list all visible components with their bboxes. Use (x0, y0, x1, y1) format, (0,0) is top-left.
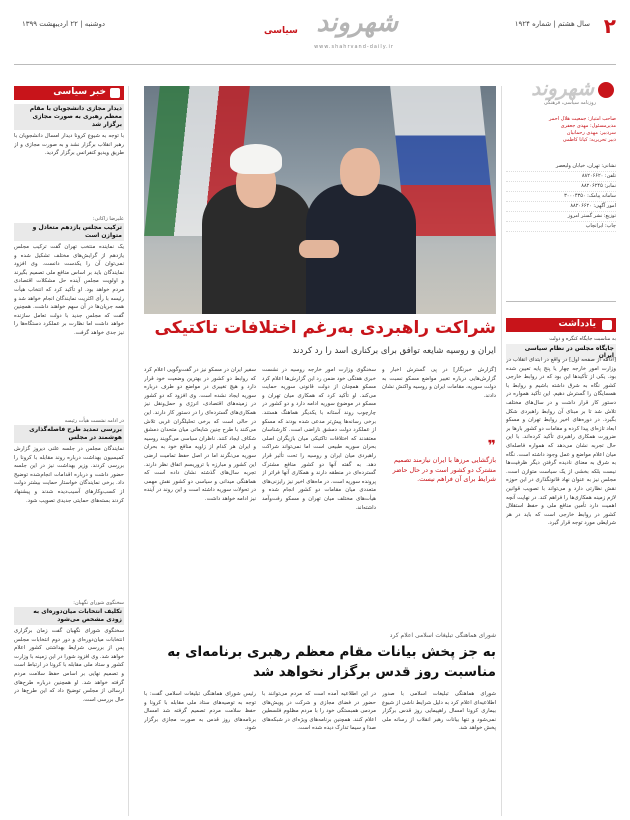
column-divider (501, 86, 502, 816)
note-icon (602, 320, 612, 330)
page-number: ۲ (603, 14, 616, 38)
masthead-logo (506, 74, 616, 110)
news-body: نمایندگان مجلس در جلسه علنی دیروز گزارش کمیسیون بهداشت درباره روند مقابله با کرونا را بررسی کردند. وزیر بهداشت نیز در این جلسه حضور داشت و درباره اقدامات انجام‌شده توضیح داد. برخی نمایندگان خواستار حمایت بیشتر دولت از کسب‌وکارهای آسیب‌دیده شدند و پیشنهاد کردند بسته‌های حمایتی جدیدی تصویب شود. (14, 446, 124, 504)
newspaper-logo (248, 8, 398, 52)
masthead-tagline: روزنامه سیاسی، فرهنگی (543, 100, 596, 106)
yaddasht-header (506, 318, 616, 332)
contact-line: سامانه پیامک: ۳۰۰۰۴۳۵۰ (506, 192, 616, 202)
yaddasht-body: [ادامه از صفحه اول] در واقع در ابتدای انقلاب در وزارت امور خارجه چهار یا پنج پایه تعیین شده بود. یکی از تأکیدها این بود که در روابط خارجی کشور نگاه به شرق داشته باشیم و روابط با همسایگان را گسترش دهیم. این تأکید همواره در دستور کار قرار داشت و در سال‌های مختلف تلاش شد تا بر مبنای آن روابط راهبردی شکل بگیرد. در دوره‌های اخیر روابط تهران و مسکو ابعاد تازه‌ای پیدا کرده و مقامات دو کشور بارها بر ضرورت همکاری راهبردی تأکید کرده‌اند. با این حال تجربه نشان می‌دهد که همواره فاصله‌ای میان اعلام مواضع و عمل وجود داشته است. نگاه به شرق به معنای نادیده گرفتن دیگر ظرفیت‌ها نیست بلکه بخشی از یک سیاست متوازن است. مجلس نیز به عنوان نهاد قانونگذاری در این حوزه نقش نظارتی دارد و می‌تواند با تصویب قوانین لازم زمینه همکاری‌ها را فراهم کند. در نهایت آنچه اهمیت دارد تأمین منافع ملی و حفظ استقلال کشور در روابط خارجی است که باید در هر شرایطی مورد توجه قرار گیرد. (506, 357, 616, 527)
article-column: [گزارش خبرنگار] در پی گسترش اخبار و گزارش‌هایی درباره تغییر مواضع مسکو نسبت به دولت سوریه، مقامات ایران و روسیه واکنش نشان دادند. (382, 367, 496, 399)
news-kicker: در ادامه نشست هیأت رئیسه (64, 418, 124, 424)
news-title: ترکیب مجلس یازدهم متعادل و متوازن است (14, 223, 124, 241)
article2-kicker: شورای هماهنگی تبلیغات اسلامی اعلام کرد (389, 632, 496, 639)
person-right (296, 114, 426, 314)
news-body: یک نماینده منتخب تهران گفت ترکیب مجلس یازدهم از گرایش‌های مختلف تشکیل شده و نمی‌توان آن را یکدست دانست. وی افزود نمایندگان باید بر اساس منافع ملی تصمیم بگیرند و اولویت مجلس آینده حل مشکلات اقتصادی مردم خواهد بود. او تأکید کرد که انتخاب هیأت رئیسه با رأی اکثریت نمایندگان انجام خواهد شد و همه جریان‌ها در آن سهم خواهند داشت. همچنین گفت که مجلس جدید با دولت تعامل سازنده خواهد داشت اما نظارت بر عملکرد دستگاه‌ها را نیز جدی خواهد گرفت. (14, 244, 124, 336)
news-item (14, 600, 124, 816)
article2-headline: به جز پخش بیانات مقام معظم رهبری برنامه‌ای به مناسبت روز قدس برگزار نخواهد شد (167, 644, 496, 680)
news-item (14, 418, 124, 596)
article-column: شورای هماهنگی تبلیغات اسلامی با صدور اطلاعیه‌ای اعلام کرد به دلیل شرایط ناشی از شیوع بیماری کرونا امسال راهپیمایی روز قدس برگزار نمی‌شود و تنها بیانات رهبر انقلاب از رسانه ملی پخش خواهد شد. (382, 691, 496, 732)
contact-line: توزیع: نشر گستر امروز (506, 212, 616, 222)
news-body: با توجه به شیوع کرونا دیدار امسال دانشجویان با رهبر انقلاب برگزار نشد و به صورت مجازی و از طریق ویدیو کنفرانس برگزار گردید. (14, 133, 124, 157)
news-item (14, 216, 124, 414)
main-headline: شراکت راهبردی به‌رغم اختلافات تاکتیکی (154, 318, 496, 338)
article-column: سفیر ایران در مسکو نیز در گفت‌وگویی اعلام کرد که روابط دو کشور در بهترین وضعیت خود قرار دارد و هیچ تغییری در مواضع دو طرف درباره سوریه ایجاد نشده است. وی افزود که دو کشور در زمینه‌های اقتصادی، انرژی و حمل‌ونقل نیز همکاری‌های گسترده‌ای را در دستور کار دارند. این در حالی است که برخی تحلیلگران غربی تلاش می‌کنند با طرح چنین شایعاتی میان متحدان دمشق شکاف ایجاد کنند. ناظران سیاسی می‌گویند روسیه و ایران هر کدام از زاویه منافع خود به بحران سوریه می‌نگرند اما در اصل حفظ تمامیت ارضی این کشور و مبارزه با تروریسم اتفاق نظر دارند. تجربه سال‌های گذشته نشان داده است که هماهنگی میدانی و سیاسی دو کشور نقش مهمی در تحولات سوریه داشته است و این روند در آینده نیز ادامه خواهد داشت. (144, 367, 256, 502)
section-title: خبر سیاسی (53, 87, 106, 97)
masthead-credits (506, 116, 616, 144)
credit-line: مدیرمسئول: مهدی جعفری (560, 123, 616, 129)
news-item (14, 104, 124, 212)
main-photo (144, 86, 496, 314)
issue-date: دوشنبه | ۲۲ اردیبهشت ۱۳۹۹ (22, 20, 106, 28)
column-divider (128, 86, 129, 816)
masthead-box (506, 74, 616, 302)
news-title: دیدار مجازی دانشجویان با مقام معظم رهبری به صورت مجازی برگزار شد (14, 104, 124, 130)
contact-line: نمابر: ۸۸۲۰۶۲۴۵ (506, 182, 616, 192)
logo-url: www.shahrvand-daily.ir (314, 44, 394, 50)
news-title: تکلیف انتخابات میان‌دوره‌ای به زودی مشخص می‌شود (14, 607, 124, 625)
news-kicker: سخنگوی شورای نگهبان: (73, 600, 124, 606)
section-label: سیاسی (264, 26, 298, 36)
masthead-contacts (506, 162, 616, 232)
contact-line: امور آگهی: ۸۸۲۰۶۶۲۰ (506, 202, 616, 212)
credit-line: صاحب امتیاز: جمعیت هلال احمر (548, 116, 616, 122)
contact-line: تلفن: ۸۸۲۰۶۶۲۰ (506, 172, 616, 182)
news-section-header (14, 86, 124, 100)
article-column: در این اطلاعیه آمده است که مردم می‌توانند با حضور در فضای مجازی و شرکت در پویش‌های مردمی همبستگی خود را با مردم مظلوم فلسطین اعلام کنند. همچنین برنامه‌های ویژه‌ای در شبکه‌های صدا و سیما تدارک دیده شده است. (262, 691, 376, 732)
handshake (299, 240, 339, 258)
contact-line: چاپ: ایرانچاپ (506, 222, 616, 232)
red-crescent-icon (598, 82, 614, 98)
news-kicker: علیرضا زاکانی: (92, 216, 124, 222)
header-divider (14, 64, 616, 65)
yaddasht-byline: به مناسبت جایگاه کنگره و دولت (549, 336, 616, 342)
main-subheadline: ایران و روسیه شایعه توافق برای برکناری اسد را رد کردند (292, 346, 496, 356)
pull-quote-box (382, 366, 496, 632)
news-title: بررسی تمدید طرح فاصله‌گذاری هوشمند در مجلس (14, 425, 124, 443)
news-icon (110, 88, 120, 98)
quote-icon: ❞ (487, 438, 496, 454)
article-column: سخنگوی وزارت امور خارجه روسیه در نشست خبری هفتگی خود ضمن رد این گزارش‌ها اعلام کرد مسکو همچنان از دولت قانونی سوریه حمایت می‌کند. او تأکید کرد که همکاری میان تهران و مسکو در موضوع سوریه ادامه دارد و دو کشور در چارچوب روند آستانه با یکدیگر هماهنگ هستند. برخی رسانه‌ها پیش‌تر مدعی شده بودند که مسکو از عملکرد دولت دمشق ناراضی است. کارشناسان معتقدند که اختلافات تاکتیکی میان بازیگران اصلی بحران سوریه طبیعی است اما نمی‌تواند شراکت راهبردی میان ایران و روسیه را تحت تأثیر قرار دهد. به گفته آنها دو کشور منافع مشترک گسترده‌ای در منطقه دارند و همکاری آنها فراتر از پرونده سوریه است. در ماه‌های اخیر نیز رایزنی‌های متعددی میان مقامات دو کشور انجام شده و هیأت‌های مختلف میان تهران و مسکو رفت‌وآمد داشته‌اند. (262, 367, 376, 511)
masthead-name: شهروند (531, 76, 594, 100)
pull-quote: بازگشایی مرزها با ایران نیازمند تصمیم مشترک دو کشور است و در حال حاضر شرایط برای آن فراهم نیست. (392, 456, 496, 483)
article-column: رئیس شورای هماهنگی تبلیغات اسلامی گفت: با توجه به توصیه‌های ستاد ملی مقابله با کرونا و حفظ سلامت مردم تصمیم گرفته شد امسال برنامه‌های روز قدس به صورت مجازی برگزار شود. (144, 691, 256, 732)
credit-line: سردبیر: مهدی رحمانیان (566, 130, 616, 136)
credit-line: دبیر تحریریه: کیانا کاظمی (562, 137, 616, 143)
contact-line: نشانی: تهران، خیابان ولیعصر (506, 162, 616, 172)
yaddasht-label: یادداشت (558, 319, 596, 329)
logo-name: شهروند (316, 8, 398, 38)
yaddasht-title: جایگاه مجلس در نظام سیاسی ایران (506, 344, 616, 360)
news-body: سخنگوی شورای نگهبان گفت زمان برگزاری انتخابات میان‌دوره‌ای و دور دوم انتخابات مجلس پس از بررسی شرایط بهداشتی کشور اعلام خواهد شد. وی افزود شورا در این زمینه با وزارت کشور و ستاد ملی مقابله با کرونا در ارتباط است و تصمیم نهایی بر اساس حفظ سلامت مردم گرفته خواهد شد. او همچنین درباره طرح‌های ارسالی از مجلس توضیح داد که این طرح‌ها در حال بررسی است. (14, 628, 124, 703)
issue-info: سال هشتم | شماره ۱۹۲۴ (514, 20, 590, 28)
